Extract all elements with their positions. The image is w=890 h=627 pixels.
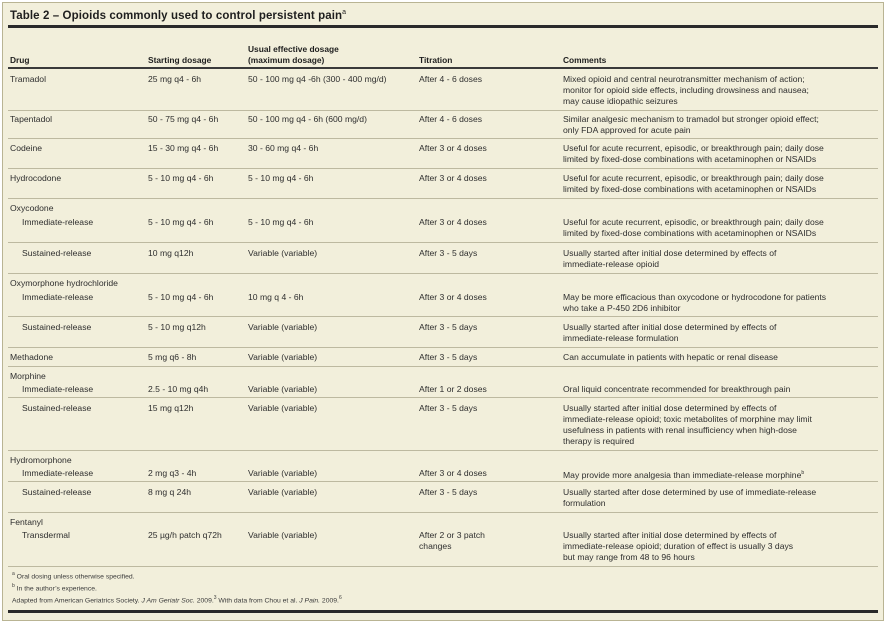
row-divider — [8, 347, 878, 348]
table-title — [10, 9, 876, 22]
cell-drug: Tapentadol — [10, 114, 53, 124]
bottom-rule — [8, 610, 878, 613]
row-divider — [8, 273, 878, 274]
footnote-text: In the author’s experience. — [14, 585, 97, 593]
cell-comment: Usually started after initial dose determined by effects of — [563, 530, 777, 540]
row-divider — [8, 366, 878, 367]
cell-start: 5 - 10 mg q4 - 6h — [148, 173, 214, 183]
cell-drug: Sustained-release — [22, 487, 92, 497]
footnote-b — [12, 583, 97, 592]
footnote-mark: a — [12, 571, 15, 577]
cell-titration: changes — [419, 541, 452, 551]
cell-titration: After 1 or 2 doses — [419, 384, 487, 394]
header-rule — [8, 67, 878, 69]
cell-titration: After 4 - 6 doses — [419, 74, 483, 84]
header-drug: Drug — [10, 55, 30, 65]
footnote-text: Oral dosing unless otherwise specified. — [14, 573, 135, 581]
cell-usual: 10 mg q 4 - 6h — [248, 292, 304, 302]
row-divider — [8, 168, 878, 169]
source-journal: J Pain. — [299, 597, 321, 605]
cell-usual: Variable (variable) — [248, 487, 318, 497]
cell-drug: Sustained-release — [22, 403, 92, 413]
cell-titration: After 3 or 4 doses — [419, 173, 487, 183]
cell-comment: Usually started after dose determined by use of immediate-release — [563, 487, 817, 497]
group-label-morphine: Morphine — [10, 371, 46, 381]
cell-usual: 50 - 100 mg q4 -6h (300 - 400 mg/d) — [248, 74, 387, 84]
cell-usual: Variable (variable) — [248, 322, 318, 332]
cell-start: 2.5 - 10 mg q4h — [148, 384, 209, 394]
cell-usual: 50 - 100 mg q4 - 6h (600 mg/d) — [248, 114, 367, 124]
row-divider — [8, 566, 878, 567]
source-text: 2009. — [320, 597, 339, 605]
cell-comment: Useful for acute recurrent, episodic, or breakthrough pain; daily dose — [563, 173, 824, 183]
cell-usual: Variable (variable) — [248, 384, 318, 394]
cell-drug: Immediate-release — [22, 292, 94, 302]
source-ref: 3 — [213, 595, 217, 601]
header-comments: Comments — [563, 55, 607, 65]
cell-start: 50 - 75 mg q4 - 6h — [148, 114, 219, 124]
cell-start: 15 - 30 mg q4 - 6h — [148, 143, 219, 153]
cell-comment: Useful for acute recurrent, episodic, or breakthrough pain; daily dose — [563, 217, 824, 227]
row-divider — [8, 138, 878, 139]
source-text: Adapted from American Geriatrics Society. — [12, 597, 142, 605]
cell-drug: Codeine — [10, 143, 43, 153]
footnote-source — [12, 595, 342, 604]
cell-comment: immediate-release opioid; duration of effect is usually 3 days — [563, 541, 794, 551]
cell-comment: Mixed opioid and central neurotransmitter mechanism of action; — [563, 74, 805, 84]
cell-usual: Variable (variable) — [248, 352, 318, 362]
cell-drug: Immediate-release — [22, 217, 94, 227]
cell-comment: Usually started after initial dose determined by effects of — [563, 403, 777, 413]
cell-comment: therapy is required — [563, 436, 635, 446]
cell-usual: Variable (variable) — [248, 403, 318, 413]
cell-comment: Can accumulate in patients with hepatic or renal disease — [563, 352, 778, 362]
cell-usual: 5 - 10 mg q4 - 6h — [248, 217, 314, 227]
row-divider — [8, 397, 878, 398]
row-divider — [8, 512, 878, 513]
row-divider — [8, 450, 878, 451]
row-divider — [8, 242, 878, 243]
cell-comment: immediate-release opioid — [563, 259, 660, 269]
cell-start: 25 mg q4 - 6h — [148, 74, 202, 84]
header-starting: Starting dosage — [148, 55, 212, 65]
footnote-mark: b — [12, 583, 15, 589]
cell-comment: May be more efficacious than oxycodone or hydrocodone for patients — [563, 292, 827, 302]
cell-titration: After 2 or 3 patch — [419, 530, 485, 540]
table-title-text: Table 2 – Opioids commonly used to control persistent pain — [10, 9, 343, 22]
cell-drug: Sustained-release — [22, 322, 92, 332]
title-rule — [8, 25, 878, 28]
cell-start: 5 - 10 mg q4 - 6h — [148, 217, 214, 227]
source-journal: J Am Geriatr Soc. — [141, 597, 195, 605]
cell-comment: who take a P-450 2D6 inhibitor — [563, 303, 681, 313]
cell-comment: limited by fixed-dose combinations with acetaminophen or NSAIDs — [563, 154, 817, 164]
group-label-hydromorphone: Hydromorphone — [10, 455, 72, 465]
cell-titration: After 3 - 5 days — [419, 487, 478, 497]
comment-footnote-mark: b — [801, 470, 805, 476]
cell-titration: After 3 - 5 days — [419, 403, 478, 413]
cell-titration: After 3 or 4 doses — [419, 217, 487, 227]
row-divider — [8, 110, 878, 111]
cell-start: 5 - 10 mg q12h — [148, 322, 206, 332]
cell-titration: After 3 - 5 days — [419, 352, 478, 362]
table-frame — [2, 2, 884, 621]
cell-comment: limited by fixed-dose combinations with acetaminophen or NSAIDs — [563, 184, 817, 194]
cell-usual: 30 - 60 mg q4 - 6h — [248, 143, 319, 153]
source-text: 2009. — [194, 597, 214, 605]
row-divider — [8, 198, 878, 199]
source-text: With data from Chou et al. — [216, 597, 300, 605]
cell-start: 10 mg q12h — [148, 248, 194, 258]
cell-usual: Variable (variable) — [248, 248, 318, 258]
cell-comment: Similar analgesic mechanism to tramadol but stronger opioid effect; — [563, 114, 819, 124]
row-divider — [8, 481, 878, 482]
cell-drug: Sustained-release — [22, 248, 92, 258]
cell-drug: Hydrocodone — [10, 173, 62, 183]
cell-comment: Usually started after initial dose determined by effects of — [563, 248, 777, 258]
header-titration: Titration — [419, 55, 453, 65]
cell-comment-text: May provide more analgesia than immediate-release morphine — [563, 469, 802, 480]
cell-usual: Variable (variable) — [248, 530, 318, 540]
cell-comment: Useful for acute recurrent, episodic, or breakthrough pain; daily dose — [563, 143, 824, 153]
cell-start: 2 mg q3 - 4h — [148, 468, 197, 478]
cell-usual: 5 - 10 mg q4 - 6h — [248, 173, 314, 183]
cell-drug: Transdermal — [22, 530, 70, 540]
cell-start: 25 µg/h patch q72h — [148, 530, 222, 540]
group-label-oxymorphone: Oxymorphone hydrochloride — [10, 278, 118, 288]
cell-drug: Immediate-release — [22, 468, 94, 478]
header-usual-line2: (maximum dosage) — [248, 55, 325, 65]
cell-titration: After 3 - 5 days — [419, 322, 478, 332]
cell-titration: After 3 or 4 doses — [419, 468, 487, 478]
cell-comment: Oral liquid concentrate recommended for breakthrough pain — [563, 384, 791, 394]
cell-comment: Usually started after initial dose determined by effects of — [563, 322, 777, 332]
cell-comment — [563, 468, 804, 481]
row-divider — [8, 316, 878, 317]
cell-titration: After 4 - 6 doses — [419, 114, 483, 124]
cell-comment: but may range from 48 to 96 hours — [563, 552, 695, 562]
source-ref: 6 — [338, 595, 342, 601]
title-footnote-mark: a — [342, 9, 347, 16]
cell-comment: usefulness in patients with renal insufficiency when high-dose — [563, 425, 797, 435]
cell-drug: Immediate-release — [22, 384, 94, 394]
header-usual-line1: Usual effective dosage — [248, 44, 339, 54]
cell-titration: After 3 - 5 days — [419, 248, 478, 258]
cell-titration: After 3 or 4 doses — [419, 292, 487, 302]
cell-usual: Variable (variable) — [248, 468, 318, 478]
cell-start: 15 mg q12h — [148, 403, 194, 413]
cell-comment: immediate-release formulation — [563, 333, 679, 343]
group-label-oxycodone: Oxycodone — [10, 203, 54, 213]
cell-comment: may cause idiopathic seizures — [563, 96, 678, 106]
cell-titration: After 3 or 4 doses — [419, 143, 487, 153]
cell-drug: Methadone — [10, 352, 54, 362]
footnote-a — [12, 571, 135, 580]
cell-comment: limited by fixed-dose combinations with acetaminophen or NSAIDs — [563, 228, 817, 238]
cell-comment: monitor for opioid side effects, including drowsiness and nausea; — [563, 85, 809, 95]
cell-drug: Tramadol — [10, 74, 46, 84]
cell-start: 5 - 10 mg q4 - 6h — [148, 292, 214, 302]
cell-start: 5 mg q6 - 8h — [148, 352, 197, 362]
group-label-fentanyl: Fentanyl — [10, 517, 43, 527]
cell-comment: immediate-release opioid; toxic metabolites of morphine may limit — [563, 414, 812, 424]
cell-comment: formulation — [563, 498, 606, 508]
cell-start: 8 mg q 24h — [148, 487, 191, 497]
cell-comment: only FDA approved for acute pain — [563, 125, 691, 135]
